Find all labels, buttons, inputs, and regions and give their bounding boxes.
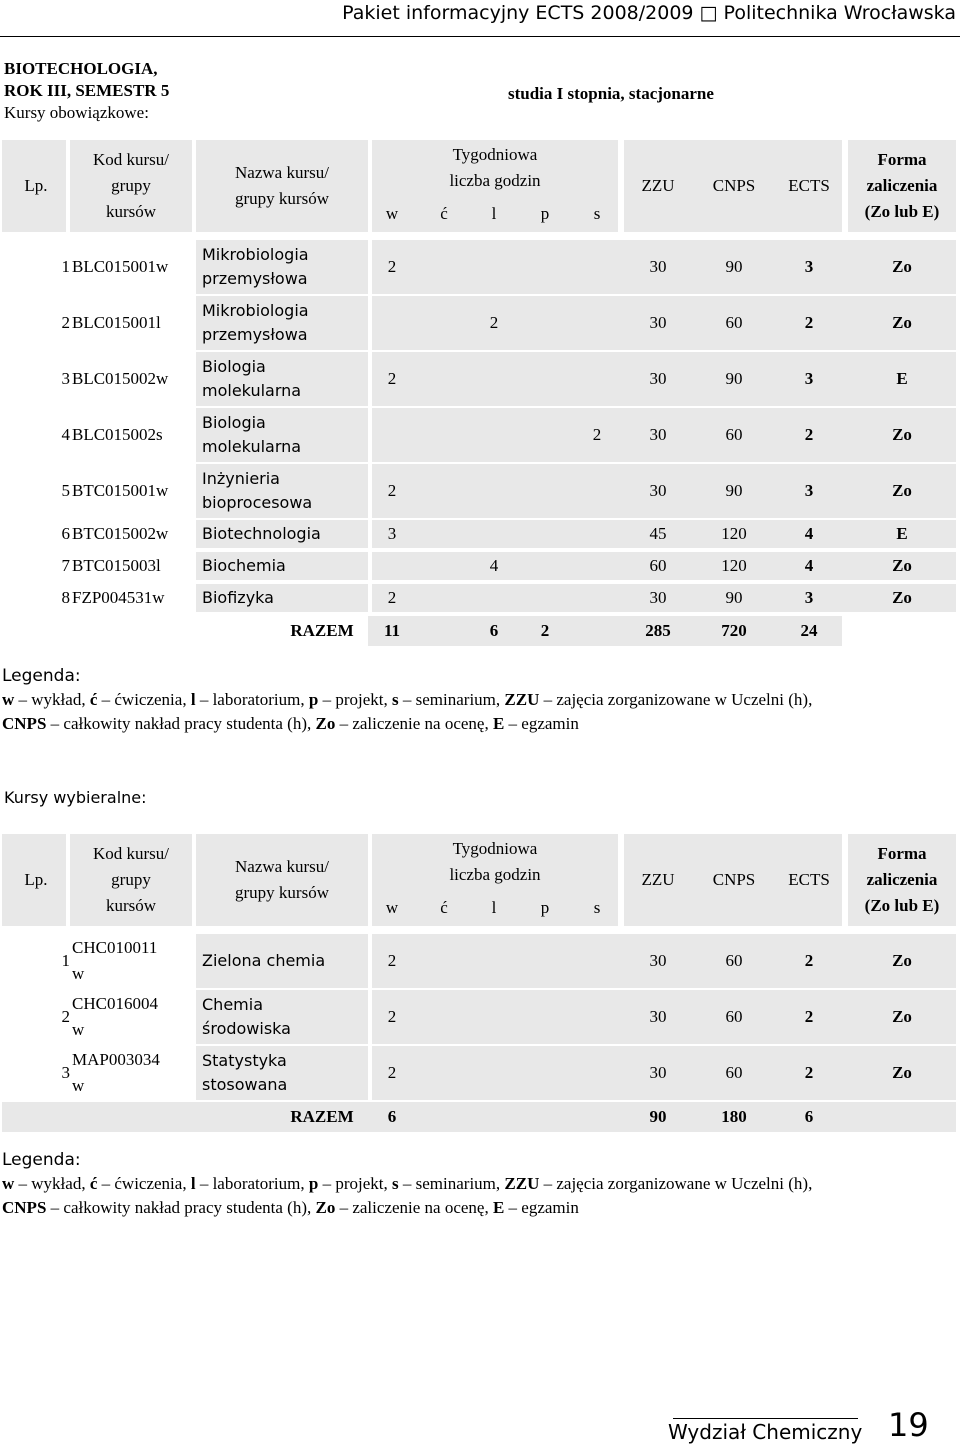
row-l: [474, 352, 514, 406]
row-cnps: 60: [725, 425, 743, 444]
header-col-w: w: [385, 204, 399, 223]
row-form: Zo: [892, 951, 912, 970]
row-w: 2: [387, 1063, 397, 1082]
header-col-l: l: [491, 204, 497, 223]
header-col-p: p: [540, 204, 550, 223]
legend-abbrev: E: [492, 1198, 505, 1217]
row-code: BTC015002w: [72, 524, 169, 543]
row-form: E: [896, 369, 908, 388]
row-s: [576, 520, 618, 548]
row-c: [422, 352, 466, 406]
row-lp: 5: [61, 481, 70, 500]
total-zzu: 285: [645, 621, 671, 640]
row-cnps: 90: [725, 369, 743, 388]
row-lp: 2: [61, 313, 70, 332]
row-w: 2: [387, 369, 397, 388]
legend-abbrev: E: [492, 714, 505, 733]
header-col-s: s: [593, 898, 601, 917]
total-w: 6: [387, 1107, 397, 1126]
row-ects: 3: [804, 369, 814, 388]
legend-abbrev: ZZU: [504, 690, 540, 709]
row-form: Zo: [892, 257, 912, 276]
program-name: BIOTECHOLOGIA,: [4, 59, 158, 78]
total-cnps: 180: [721, 1107, 747, 1126]
row-name: Statystyka stosowana: [202, 1051, 288, 1094]
row-c: [422, 240, 466, 294]
row-lp: 7: [61, 556, 70, 575]
header-code: Kod kursu/ grupy kursów: [92, 150, 170, 221]
legend-text: – zaliczenie na ocenę,: [335, 1198, 493, 1217]
row-ects: 3: [804, 257, 814, 276]
legend-abbrev: s: [392, 690, 399, 709]
legend-text: – egzamin: [504, 714, 579, 733]
row-w: 2: [387, 1007, 397, 1026]
legend-line: [2, 1172, 952, 1196]
row-name: Biologia molekularna: [202, 357, 302, 400]
legend-text: – zajęcia zorganizowane w Uczelni (h),: [539, 690, 813, 709]
row-cnps: 90: [725, 481, 743, 500]
page-header: [0, 0, 960, 37]
row-c: [422, 520, 466, 548]
legend-title: Legenda:: [2, 1150, 81, 1170]
legend-mandatory: [2, 664, 952, 736]
total-zzu: 90: [649, 1107, 667, 1126]
legend-line: [2, 1196, 952, 1220]
row-p: [524, 408, 566, 462]
header-col-c: ć: [440, 204, 448, 223]
legend-abbrev: CNPS: [2, 1198, 47, 1217]
row-l: [474, 520, 514, 548]
legend-text: – seminarium,: [398, 1174, 505, 1193]
row-s: [576, 296, 618, 350]
total-label: RAZEM: [290, 621, 354, 640]
row-name: Chemia środowiska: [202, 995, 291, 1038]
row-l: [474, 584, 514, 612]
header-zzu: ZZU: [641, 176, 675, 195]
row-lp: 4: [61, 425, 70, 444]
legend-abbrev: l: [190, 1174, 196, 1193]
row-form: Zo: [892, 1007, 912, 1026]
row-lp: 3: [61, 1063, 70, 1082]
header-name: Nazwa kursu/ grupy kursów: [235, 857, 329, 902]
row-ects: 4: [804, 524, 814, 543]
row-name: Zielona chemia: [202, 951, 326, 970]
header-col-p: p: [540, 898, 550, 917]
total-w: 11: [383, 621, 401, 640]
legend-text: – całkowity nakład pracy studenta (h),: [46, 714, 316, 733]
row-c: [422, 296, 466, 350]
row-w: [372, 408, 412, 462]
row-c: [422, 584, 466, 612]
row-cnps: 120: [721, 556, 747, 575]
total-ects: 24: [800, 621, 818, 640]
row-lp: 1: [61, 257, 70, 276]
legend-abbrev: w: [2, 690, 15, 709]
header-cnps: CNPS: [712, 870, 756, 889]
legend-title: Legenda:: [2, 666, 81, 686]
header-weekly-hours: Tygodniowa liczba godzin: [449, 145, 541, 190]
legend-text: – wykład,: [14, 1174, 90, 1193]
row-cnps: 90: [725, 257, 743, 276]
row-w: 3: [387, 524, 397, 543]
row-zzu: 60: [649, 556, 667, 575]
row-code: BLC015001l: [72, 313, 161, 332]
header-col-w: w: [385, 898, 399, 917]
row-l: [474, 240, 514, 294]
total-l: 6: [489, 621, 499, 640]
row-name: Inżynieria bioprocesowa: [202, 469, 313, 512]
row-c: [422, 552, 466, 580]
row-ects: 2: [804, 1007, 814, 1026]
year-semester: ROK III, SEMESTR 5: [4, 81, 170, 100]
legend-abbrev: CNPS: [2, 714, 47, 733]
row-form: Zo: [892, 588, 912, 607]
legend-abbrev: p: [308, 690, 319, 709]
row-ects: 2: [804, 951, 814, 970]
row-ects: 3: [804, 481, 814, 500]
row-p: [524, 584, 566, 612]
row-name: Mikrobiologia przemysłowa: [202, 301, 309, 344]
row-l: [474, 408, 514, 462]
row-code: BLC015001w: [72, 257, 169, 276]
elective-courses-label: Kursy wybieralne:: [4, 788, 147, 807]
row-cnps: 60: [725, 1007, 743, 1026]
row-w: 2: [387, 257, 397, 276]
row-lp: 1: [61, 951, 70, 970]
row-zzu: 30: [649, 951, 667, 970]
footer-rule: [673, 1418, 858, 1419]
row-form: E: [896, 524, 908, 543]
legend-text: – laboratorium,: [195, 1174, 309, 1193]
row-ects: 2: [804, 1063, 814, 1082]
row-lp: 8: [61, 588, 70, 607]
row-zzu: 30: [649, 425, 667, 444]
row-s: [576, 584, 618, 612]
total-label: RAZEM: [290, 1107, 354, 1126]
row-p: [524, 296, 566, 350]
total-ects: 6: [804, 1107, 814, 1126]
row-lp: 6: [61, 524, 70, 543]
total-band: [368, 616, 842, 646]
legend-abbrev: ZZU: [504, 1174, 540, 1193]
page-number: 19: [888, 1406, 929, 1444]
header-col-c: ć: [440, 898, 448, 917]
study-type: studia I stopnia, stacjonarne: [508, 84, 714, 103]
row-cnps: 60: [725, 1063, 743, 1082]
legend-text: – projekt,: [318, 1174, 392, 1193]
row-ects: 2: [804, 313, 814, 332]
legend-abbrev: Zo: [315, 1198, 336, 1217]
legend-abbrev: w: [2, 1174, 15, 1193]
legend-elective: [2, 1148, 952, 1220]
row-name: Biotechnologia: [202, 524, 321, 543]
intro-block: [4, 58, 169, 124]
row-s: [576, 352, 618, 406]
row-cnps: 60: [725, 313, 743, 332]
header-lp: Lp.: [24, 870, 48, 889]
row-w: 2: [387, 951, 397, 970]
row-zzu: 30: [649, 481, 667, 500]
row-zzu: 30: [649, 369, 667, 388]
header-name: Nazwa kursu/ grupy kursów: [235, 163, 329, 208]
row-s: 2: [592, 425, 602, 444]
header-ects: ECTS: [788, 870, 830, 889]
row-code: BTC015001w: [72, 481, 169, 500]
row-zzu: 30: [649, 1063, 667, 1082]
mandatory-courses-label: Kursy obowiązkowe:: [4, 103, 149, 122]
row-p: [524, 464, 566, 518]
header-form: Forma zaliczenia (Zo lub E): [864, 150, 940, 221]
row-lp: 2: [61, 1007, 70, 1026]
row-code: BTC015003l: [72, 556, 161, 575]
legend-text: – seminarium,: [398, 690, 505, 709]
header-ects: ECTS: [788, 176, 830, 195]
row-ects: 3: [804, 588, 814, 607]
row-name: Mikrobiologia przemysłowa: [202, 245, 309, 288]
row-c: [422, 464, 466, 518]
row-s: [576, 464, 618, 518]
row-zzu: 30: [649, 588, 667, 607]
row-p: [524, 520, 566, 548]
row-l: 4: [489, 556, 499, 575]
legend-abbrev: ć: [89, 1174, 98, 1193]
row-w: [372, 296, 412, 350]
legend-text: – projekt,: [318, 690, 392, 709]
row-form: Zo: [892, 481, 912, 500]
row-p: [524, 552, 566, 580]
row-l: 2: [489, 313, 499, 332]
row-zzu: 45: [649, 524, 667, 543]
legend-text: – ćwiczenia,: [97, 1174, 191, 1193]
row-form: Zo: [892, 425, 912, 444]
row-form: Zo: [892, 1063, 912, 1082]
legend-text: – laboratorium,: [195, 690, 309, 709]
row-code: FZP004531w: [72, 588, 165, 607]
legend-abbrev: l: [190, 690, 196, 709]
row-lp: 3: [61, 369, 70, 388]
footer-faculty: Wydział Chemiczny: [668, 1420, 863, 1444]
legend-text: – wykład,: [14, 690, 90, 709]
legend-abbrev: ć: [89, 690, 98, 709]
row-name: Biologia molekularna: [202, 413, 302, 456]
legend-abbrev: s: [392, 1174, 399, 1193]
row-cnps: 120: [721, 524, 747, 543]
legend-text: – egzamin: [504, 1198, 579, 1217]
row-code: BLC015002s: [72, 425, 163, 444]
row-ects: 4: [804, 556, 814, 575]
row-code: BLC015002w: [72, 369, 169, 388]
row-code: CHC016004 w: [72, 994, 158, 1039]
row-l: [474, 464, 514, 518]
row-w: 2: [387, 588, 397, 607]
legend-line: [2, 688, 952, 712]
legend-abbrev: Zo: [315, 714, 336, 733]
legend-line: [2, 712, 952, 736]
row-zzu: 30: [649, 257, 667, 276]
legend-abbrev: p: [308, 1174, 319, 1193]
legend-text: – ćwiczenia,: [97, 690, 191, 709]
row-code: MAP003034 w: [72, 1050, 160, 1095]
row-form: Zo: [892, 556, 912, 575]
header-col-l: l: [491, 898, 497, 917]
total-s: 2: [540, 621, 550, 640]
row-cnps: 90: [725, 588, 743, 607]
row-ects: 2: [804, 425, 814, 444]
row-name: Biofizyka: [202, 588, 274, 607]
row-s: [576, 240, 618, 294]
legend-text: – zajęcia zorganizowane w Uczelni (h),: [539, 1174, 813, 1193]
row-zzu: 30: [649, 313, 667, 332]
header-zzu: ZZU: [641, 870, 675, 889]
row-w: 2: [387, 481, 397, 500]
header-col-s: s: [593, 204, 601, 223]
row-name: Biochemia: [202, 556, 286, 575]
legend-text: – całkowity nakład pracy studenta (h),: [46, 1198, 316, 1217]
header-title: Pakiet informacyjny ECTS 2008/2009 □ Politechnika Wrocławska: [342, 2, 956, 24]
total-cnps: 720: [721, 621, 747, 640]
header-code: Kod kursu/ grupy kursów: [92, 844, 170, 915]
header-weekly-hours: Tygodniowa liczba godzin: [449, 839, 541, 884]
row-s: [576, 552, 618, 580]
row-cnps: 60: [725, 951, 743, 970]
row-code: CHC010011 w: [72, 938, 158, 983]
header-form: Forma zaliczenia (Zo lub E): [864, 844, 940, 915]
header-lp: Lp.: [24, 176, 48, 195]
legend-text: – zaliczenie na ocenę,: [335, 714, 493, 733]
row-form: Zo: [892, 313, 912, 332]
row-p: [524, 352, 566, 406]
header-cnps: CNPS: [712, 176, 756, 195]
row-zzu: 30: [649, 1007, 667, 1026]
row-p: [524, 240, 566, 294]
row-w: [372, 552, 412, 580]
row-c: [422, 408, 466, 462]
